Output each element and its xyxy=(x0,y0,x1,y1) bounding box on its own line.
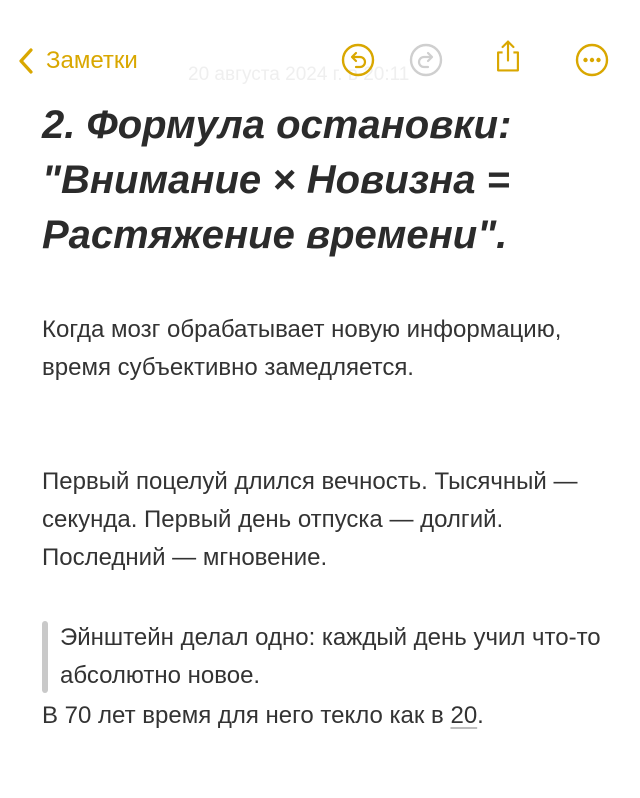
quote-text: Эйнштейн делал одно: каждый день учил что-то абсолютно новое. xyxy=(60,624,601,689)
redo-icon xyxy=(408,42,444,78)
note-title[interactable]: 2. Формула остановки: "Внимание × Новизна = Растяжение времени". xyxy=(42,103,512,257)
quote-bar xyxy=(42,621,48,693)
note-paragraph[interactable]: Первый поцелуй длился вечность. Тысячный — секунда. Первый день отпуска — долгий. Последний — мгновение. xyxy=(42,468,578,571)
note-date: 20 августа 2024 г. в 20:11 xyxy=(188,64,410,85)
share-icon xyxy=(490,38,526,74)
block-quote[interactable] xyxy=(42,619,602,695)
paragraph-text: В 70 лет время для него текло как в xyxy=(42,702,451,729)
undo-button[interactable] xyxy=(340,42,376,78)
note-paragraph[interactable]: Когда мозг обрабатывает новую информацию, время субъективно замедляется. xyxy=(42,316,562,381)
note-paragraph[interactable] xyxy=(42,697,602,735)
more-button[interactable] xyxy=(574,42,610,78)
redo-button[interactable] xyxy=(408,42,444,78)
back-button[interactable] xyxy=(16,44,138,78)
chevron-left-icon xyxy=(16,46,36,76)
paragraph-period: . xyxy=(477,702,484,729)
navigation-bar xyxy=(0,0,640,100)
more-icon xyxy=(574,42,610,78)
underlined-number: 20 xyxy=(450,702,478,729)
undo-icon xyxy=(340,42,376,78)
share-button[interactable] xyxy=(490,38,526,74)
back-button-label: Заметки xyxy=(46,47,138,74)
